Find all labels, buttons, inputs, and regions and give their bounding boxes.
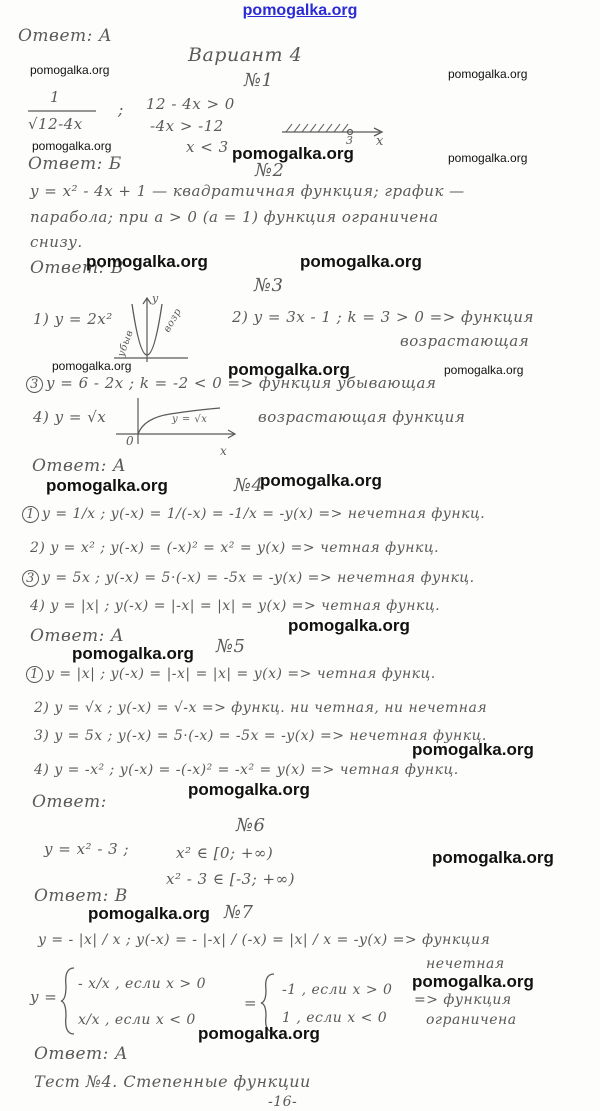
watermark: pomogalka.org — [52, 359, 132, 373]
task3-number: №3 — [254, 275, 284, 296]
task2-line3: снизу. — [30, 233, 83, 251]
task7-y-eq: y = — [30, 988, 58, 1006]
task4-item1-text: y = 1/x ; y(-x) = 1/(-x) = -1/x = -y(x) => нечетная функц. — [42, 506, 486, 522]
task7-right1: => функция — [414, 992, 512, 1008]
task7-eq: = — [244, 994, 258, 1012]
task7-answer: Ответ: А — [34, 1044, 129, 1064]
task7-right2: ограничена — [426, 1012, 517, 1028]
watermark: pomogalka.org — [188, 780, 310, 799]
task4-item1-circled-number: 1 — [22, 506, 39, 523]
task3-item3-text: y = 6 - 2x ; k = -2 < 0 => функция убывающая — [46, 374, 437, 392]
watermark: pomogalka.org — [260, 471, 382, 490]
watermark: pomogalka.org — [30, 63, 110, 77]
task4-item3 — [22, 570, 475, 587]
task6-number: №6 — [236, 815, 266, 836]
task7-res1: -1 , если x > 0 — [282, 982, 393, 998]
task5-number: №5 — [216, 636, 246, 657]
task1-frac-denominator: √12-4x — [28, 115, 83, 133]
footer-page-number: -16- — [268, 1094, 298, 1110]
task5-answer: Ответ: — [32, 792, 107, 812]
task3-item1-inc: возр — [161, 306, 185, 335]
task7-line1: y = - |x| / x ; y(-x) = - |-x| / (-x) = |x| / x = -y(x) => функция — [38, 932, 491, 948]
task2-line2: парабола; при a > 0 (a = 1) функция ограничена — [30, 208, 439, 226]
task5-item2: 2) y = √x ; y(-x) = √-x => функц. ни четная, ни нечетная — [34, 700, 488, 716]
task1-ineq2: -4x > -12 — [150, 117, 224, 135]
task4-number: №4 — [234, 475, 264, 496]
task4-item4: 4) y = |x| ; y(-x) = |-x| = |x| = y(x) => четная функц. — [30, 598, 441, 614]
task5-item1-text: y = |x| ; y(-x) = |-x| = |x| = y(x) => четная функц. — [46, 666, 436, 682]
task7-case2: x/x , если x < 0 — [78, 1012, 196, 1028]
task6-func: y = x² - 3 ; — [44, 840, 130, 858]
watermark: pomogalka.org — [46, 476, 168, 495]
task5-item1 — [26, 666, 436, 683]
task3-item4-zero: 0 — [126, 434, 135, 448]
task3-item3-circled-number: 3 — [26, 376, 43, 393]
task3-item1-axis-y: y — [152, 292, 159, 305]
task1-ineq3: x < 3 — [186, 138, 229, 156]
task1-frac-line — [28, 109, 98, 113]
watermark: pomogalka.org — [300, 252, 422, 271]
task7-line1b: нечетная — [426, 956, 505, 972]
task3-item4: 4) y = √x — [33, 408, 107, 426]
task6-dom1: x² ∈ [0; +∞) — [176, 844, 274, 862]
task7-number: №7 — [224, 902, 254, 923]
watermark: pomogalka.org — [86, 252, 208, 271]
task7-res2: 1 , если x < 0 — [282, 1010, 388, 1026]
watermark: pomogalka.org — [228, 360, 350, 379]
task3-item2: 2) y = 3x - 1 ; k = 3 > 0 => функция — [232, 308, 534, 326]
task7-brace-left — [60, 966, 76, 1036]
watermark: pomogalka.org — [72, 644, 194, 663]
task5-item4: 4) y = -x² ; y(-x) = -(-x)² = -x² = y(x) => четная функц. — [34, 762, 459, 778]
variant-title: Вариант 4 — [188, 44, 303, 66]
header-answer-a: Ответ: А — [18, 26, 113, 46]
watermark: pomogalka.org — [448, 67, 528, 81]
task2-answer: Ответ: В — [30, 258, 124, 278]
watermark: pomogalka.org — [444, 363, 524, 377]
task3-item1-dec: убыв — [116, 328, 136, 359]
watermark: pomogalka.org — [448, 151, 528, 165]
task3-item4-right: возрастающая функция — [258, 408, 466, 426]
watermark: pomogalka.org — [432, 848, 554, 867]
task1-ineq1: 12 - 4x > 0 — [146, 95, 235, 113]
task4-item1 — [22, 506, 485, 523]
task1-frac-numerator: 1 — [50, 88, 61, 106]
footer-test-title: Тест №4. Степенные функции — [34, 1072, 311, 1091]
task5-item3: 3) y = 5x ; y(-x) = 5·(-x) = -5x = -y(x) => нечетная функц. — [34, 728, 487, 744]
task2-line1: y = x² - 4x + 1 — квадратичная функция; график — — [30, 182, 465, 200]
task3-item4-curve-label: y = √x — [172, 414, 208, 425]
task4-item3-circled-number: 3 — [22, 570, 39, 587]
task3-item4-x: x — [220, 444, 228, 458]
task1-answer: Ответ: Б — [28, 154, 122, 174]
task1-axis-x: x — [376, 134, 384, 149]
watermark: pomogalka.org — [32, 139, 112, 153]
watermark: pomogalka.org — [412, 972, 534, 991]
watermark: pomogalka.org — [412, 740, 534, 759]
task1-semicolon: ; — [118, 100, 124, 119]
task4-item3-text: y = 5x ; y(-x) = 5·(-x) = -5x = -y(x) => нечетная функц. — [42, 570, 475, 586]
task4-item2: 2) y = x² ; y(-x) = (-x)² = x² = y(x) => четная функц. — [30, 540, 440, 556]
task6-answer: Ответ: В — [34, 886, 128, 906]
watermark: pomogalka.org — [232, 144, 354, 163]
task7-case1: - x/x , если x > 0 — [78, 976, 206, 992]
task3-answer: Ответ: А — [32, 456, 127, 476]
task3-item1: 1) y = 2x² — [33, 310, 113, 328]
watermark: pomogalka.org — [198, 1024, 320, 1043]
task1-axis-3: 3 — [346, 134, 354, 147]
watermark: pomogalka.org — [88, 904, 210, 923]
watermark: pomogalka.org — [288, 616, 410, 635]
site-link-top[interactable]: pomogalka.org — [242, 2, 358, 19]
task2-number: №2 — [255, 160, 285, 181]
task1-number: №1 — [244, 70, 274, 91]
task5-item1-circled-number: 1 — [26, 666, 43, 683]
task6-dom2: x² - 3 ∈ [-3; +∞) — [166, 870, 295, 888]
task4-answer: Ответ: А — [30, 626, 125, 646]
task3-item2b: возрастающая — [400, 332, 530, 350]
